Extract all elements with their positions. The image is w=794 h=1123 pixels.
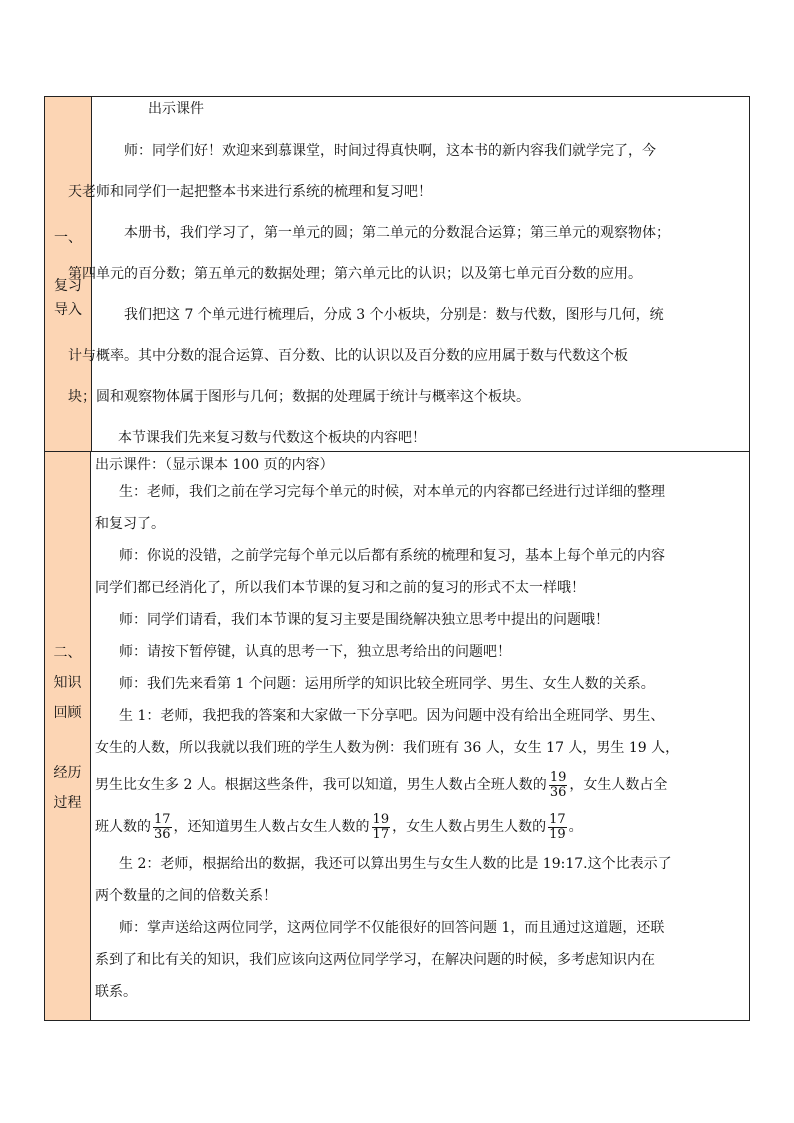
lesson-table — [44, 96, 750, 1021]
section-title-line: 复习 — [54, 278, 82, 294]
dialogue-line: 和复习了。 — [95, 516, 165, 532]
dialogue-line: 生 2：老师，根据给出的数据，我还可以算出男生与女生人数的比是 19:17.这个比表示了 — [119, 856, 672, 872]
fraction: $\frac{19}{17}$ — [372, 811, 390, 842]
section-title-line: 知识 — [53, 675, 82, 691]
dialogue-line: 同学们都已经消化了，所以我们本节课的复习和之前的复习的形式不太一样哦！ — [95, 580, 585, 596]
section-title-line: 经历 — [53, 765, 82, 781]
paragraph: 我们把这 7 个单元进行梳理后，分成 3 个小板块，分别是：数与代数，图形与几何，统 计与概率。其中分数的混合运算、百分数、比的认识以及百分数的应用属于数与代数这个板 块；圆和观察物体属于图形与几何；数据的处理属于统计与概率这个板块。 — [68, 307, 664, 405]
section-knowledge-review — [45, 452, 749, 1020]
dialogue-line: 师：你说的没错，之前学完每个单元以后都有系统的梳理和复习，基本上每个单元的内容 — [119, 548, 665, 564]
show-courseware-line: 出示课件：（显示课本 100 页的内容） — [95, 457, 334, 473]
fraction: $\frac{17}{19}$ — [549, 811, 566, 842]
section-title-line: 回顾 — [53, 705, 82, 721]
section-review-intro — [45, 97, 749, 452]
dialogue-line: 联系。 — [95, 984, 137, 1000]
paragraph: 本册书，我们学习了，第一单元的圆；第二单元的分数混合运算；第三单元的观察物体； 第四单元的百分数；第五单元的数据处理；第六单元比的认识；以及第七单元百分数的应用。 — [68, 225, 670, 282]
dialogue-line: 师：掌声送给这两位同学，这两位同学不仅能很好的回答问题 1，而且通过这道题，还联 — [119, 920, 665, 936]
fraction: $\frac{17}{36}$ — [154, 811, 171, 842]
fraction: $\frac{19}{36}$ — [549, 769, 567, 800]
dialogue-line: 两个数量的之间的倍数关系！ — [95, 888, 277, 904]
dialogue-line: 男生比女生多 2 人。根据这些条件，我可以知道，男生人数占全班人数的 $\frac{19}{36}$ ，女生人数占全 — [95, 769, 668, 800]
dialogue-line: 师：请按下暂停键，认真的思考一下，独立思考给出的问题吧！ — [119, 644, 511, 660]
section-content-2 — [91, 452, 749, 1020]
show-courseware-line: 出示课件 — [148, 101, 204, 117]
dialogue-line: 班人数的 $\frac{17}{36}$ ，还知道男生人数占女生人数的 $\frac{19}{17}$ ，女生人数占男生人数的 $\frac{17}{19}$ 。 — [95, 811, 583, 842]
section-number: 二、 — [53, 645, 82, 661]
dialogue-line: 女生的人数，所以我就以我们班的学生人数为例：我们班有 36 人，女生 17 人，男生 19 人， — [95, 740, 680, 756]
paragraph: 本节课我们先来复习数与代数这个板块的内容吧！ — [118, 430, 426, 446]
dialogue-line: 生：老师，我们之前在学习完每个单元的时候，对本单元的内容都已经进行过详细的整理 — [119, 484, 665, 500]
section-title-line: 过程 — [53, 795, 82, 811]
paragraph: 师：同学们好！欢迎来到慕课堂，时间过得真快啊，这本书的新内容我们就学完了，今 天老师和同学们一起把整本书来进行系统的梳理和复习吧！ — [68, 143, 656, 200]
section-label-2 — [45, 452, 91, 1020]
dialogue-line: 师：同学们请看，我们本节课的复习主要是围绕解决独立思考中提出的问题哦！ — [119, 612, 609, 628]
dialogue-line: 师：我们先来看第 1 个问题：运用所学的知识比较全班同学、男生、女生人数的关系。 — [119, 676, 655, 692]
section-number: 一、 — [54, 230, 82, 246]
dialogue-line: 系到了和比有关的知识，我们应该向这两位同学学习，在解决问题的时候，多考虑知识内在 — [95, 952, 655, 968]
dialogue-line: 生 1：老师，我把我的答案和大家做一下分享吧。因为问题中没有给出全班同学、男生、 — [119, 708, 665, 724]
section-title-line: 导入 — [54, 302, 82, 318]
